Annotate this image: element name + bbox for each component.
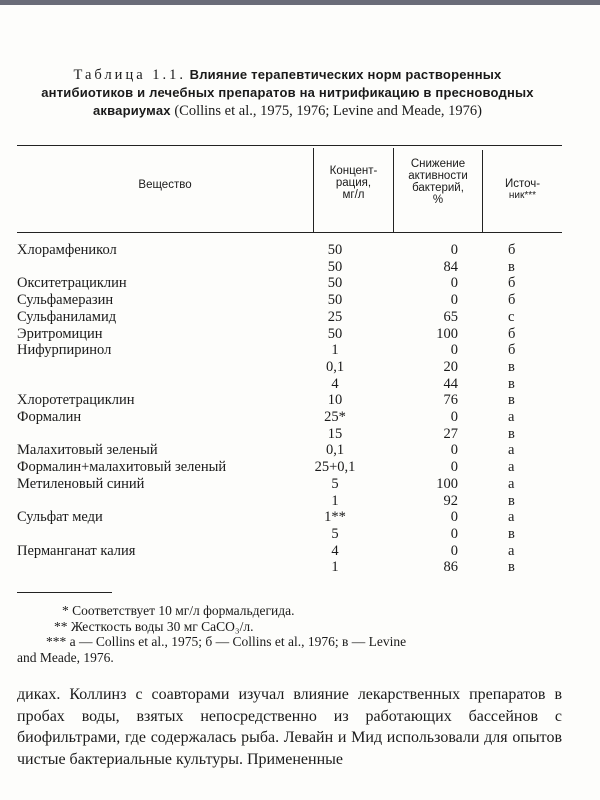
footnote-rule xyxy=(17,592,112,593)
concentration-cell: 25* xyxy=(324,409,346,425)
table-caption xyxy=(30,66,545,120)
concentration-cell: 1 xyxy=(331,342,339,359)
source-cell: в xyxy=(508,375,515,392)
header-line: % xyxy=(432,194,444,206)
reduction-cell: 0 xyxy=(450,442,458,459)
table-row xyxy=(0,493,600,510)
table-row xyxy=(0,342,600,359)
concentration-cell: 15 xyxy=(327,425,343,442)
table-row xyxy=(0,242,600,259)
reduction-cell: 86 xyxy=(443,559,458,576)
table-row xyxy=(0,392,600,409)
header-line: Снижение xyxy=(410,158,466,170)
concentration-cell: 25+0,1 xyxy=(314,459,356,476)
substance-cell: Перманганат калия xyxy=(17,542,136,559)
reduction-cell: 0 xyxy=(450,509,458,526)
reduction-cell: 0 xyxy=(450,275,458,292)
concentration-cell: 0,1 xyxy=(325,442,345,459)
source-cell: б xyxy=(508,325,516,342)
concentration-cell: 5 xyxy=(331,475,339,492)
table-label: Таблица 1.1. xyxy=(73,67,187,83)
reduction-cell: 20 xyxy=(443,358,458,375)
source-cell: в xyxy=(508,559,515,576)
table-row xyxy=(0,259,600,276)
source-cell: в xyxy=(508,492,515,509)
reduction-cell: 100 xyxy=(436,325,458,342)
concentration-cell: 4 xyxy=(331,375,339,392)
concentration-cell: 1** xyxy=(324,509,346,526)
table-row xyxy=(0,326,600,343)
source-cell: с xyxy=(508,308,515,325)
header-bottom-rule xyxy=(17,232,562,233)
reduction-cell: 27 xyxy=(443,425,458,442)
header-source xyxy=(483,178,562,202)
table-row xyxy=(0,426,600,443)
concentration-cell: 50 xyxy=(327,292,343,309)
table-row xyxy=(0,376,600,393)
reduction-cell: 65 xyxy=(443,308,458,325)
body-paragraph xyxy=(17,684,562,770)
concentration-cell: 5 xyxy=(331,525,339,542)
source-cell: в xyxy=(508,392,515,409)
table-row xyxy=(0,409,600,426)
substance-cell: Хлоротетрациклин xyxy=(17,392,135,409)
reduction-cell: 0 xyxy=(450,459,458,476)
table-citation: (Collins et al., 1975, 1976; Levine and Meade, 1976) xyxy=(174,103,482,119)
header-concentration xyxy=(314,165,393,201)
table-row xyxy=(0,359,600,376)
reduction-cell: 0 xyxy=(450,525,458,542)
table-row xyxy=(0,459,600,476)
table-row xyxy=(0,476,600,493)
source-cell: б xyxy=(508,342,516,359)
footnote: ** Жесткость воды 30 мг CaCO₃/л. xyxy=(54,618,254,634)
concentration-cell: 50 xyxy=(327,275,343,292)
header-line: Концент- xyxy=(329,165,378,177)
table-row xyxy=(0,543,600,560)
concentration-cell: 50 xyxy=(327,325,343,342)
substance-cell: Окситетрациклин xyxy=(17,275,127,292)
source-cell: в xyxy=(508,258,515,275)
table-row xyxy=(0,559,600,576)
substance-cell: Нифурпиринол xyxy=(17,342,112,359)
concentration-cell: 4 xyxy=(331,542,339,559)
viewer-top-bar xyxy=(0,0,600,5)
reduction-cell: 84 xyxy=(443,258,458,275)
header-line: активности xyxy=(408,170,468,182)
source-cell: а xyxy=(508,409,515,425)
substance-cell: Малахитовый зеленый xyxy=(17,442,158,459)
substance-cell: Сульфат меди xyxy=(17,509,103,526)
reduction-cell: 0 xyxy=(450,342,458,359)
header-reduction xyxy=(394,158,482,206)
source-cell: а xyxy=(508,459,515,476)
source-cell: а xyxy=(508,475,515,492)
reduction-cell: 44 xyxy=(443,375,458,392)
table-row xyxy=(0,526,600,543)
table-row xyxy=(0,275,600,292)
reduction-cell: 0 xyxy=(450,409,458,425)
header-line: ник*** xyxy=(508,190,537,201)
reduction-cell: 76 xyxy=(443,392,458,409)
concentration-cell: 25 xyxy=(327,308,343,325)
table-top-rule xyxy=(17,145,562,146)
header-line: бактерий, xyxy=(412,182,464,194)
concentration-cell: 50 xyxy=(327,242,343,258)
table-row xyxy=(0,509,600,526)
header-line: рация, xyxy=(335,177,372,189)
footnote: * Соответствует 10 мг/л формальдегида. xyxy=(62,603,295,618)
source-cell: в xyxy=(508,358,515,375)
reduction-cell: 0 xyxy=(450,542,458,559)
source-cell: а xyxy=(508,542,515,559)
substance-cell: Сульфаниламид xyxy=(17,308,117,325)
substance-cell: Формалин xyxy=(17,409,82,425)
table-row xyxy=(0,442,600,459)
source-cell: в xyxy=(508,525,515,542)
reduction-cell: 0 xyxy=(450,292,458,309)
paragraph-text: диках. Коллинз с соавторами изучал влияние лекарственных препаратов в пробах воды, взятых непосредственно из работающих бассейнов с биофильтрами, где содержалась рыба. Левайн и Мид использовали для опытов чистые бактериальные культуры. Примененные xyxy=(17,686,562,768)
header-substance: Вещество xyxy=(138,179,192,191)
substance-cell: Формалин+малахитовый зеленый xyxy=(17,459,227,476)
concentration-cell: 0,1 xyxy=(325,358,345,375)
table-row xyxy=(0,309,600,326)
source-cell: а xyxy=(508,509,515,526)
substance-cell: Сульфамеразин xyxy=(17,292,114,309)
source-cell: б xyxy=(508,242,516,258)
table-title: Влияние терапевтических норм растворенных антибиотиков и лечебных препаратов на нитрификацию в пресноводных аквариумах xyxy=(41,67,534,118)
footnote: and Meade, 1976. xyxy=(17,649,114,665)
source-cell: б xyxy=(508,275,516,292)
source-cell: а xyxy=(508,442,515,459)
reduction-cell: 0 xyxy=(450,242,458,258)
footnotes xyxy=(17,603,562,665)
table-row xyxy=(0,292,600,309)
substance-cell: Эритромицин xyxy=(17,325,103,342)
header-line: мг/л xyxy=(342,189,365,201)
concentration-cell: 50 xyxy=(327,258,343,275)
concentration-cell: 1 xyxy=(331,559,339,576)
reduction-cell: 100 xyxy=(436,475,458,492)
substance-cell: Хлорамфеникол xyxy=(17,242,117,258)
concentration-cell: 1 xyxy=(331,492,339,509)
header-line: Источ- xyxy=(504,178,541,190)
source-cell: б xyxy=(508,292,516,309)
source-cell: в xyxy=(508,425,515,442)
footnote: *** а — Collins et al., 1975; б — Collins et al., 1976; в — Levine xyxy=(46,634,407,649)
substance-cell: Метиленовый синий xyxy=(17,475,145,492)
concentration-cell: 10 xyxy=(327,392,343,409)
reduction-cell: 92 xyxy=(443,492,458,509)
